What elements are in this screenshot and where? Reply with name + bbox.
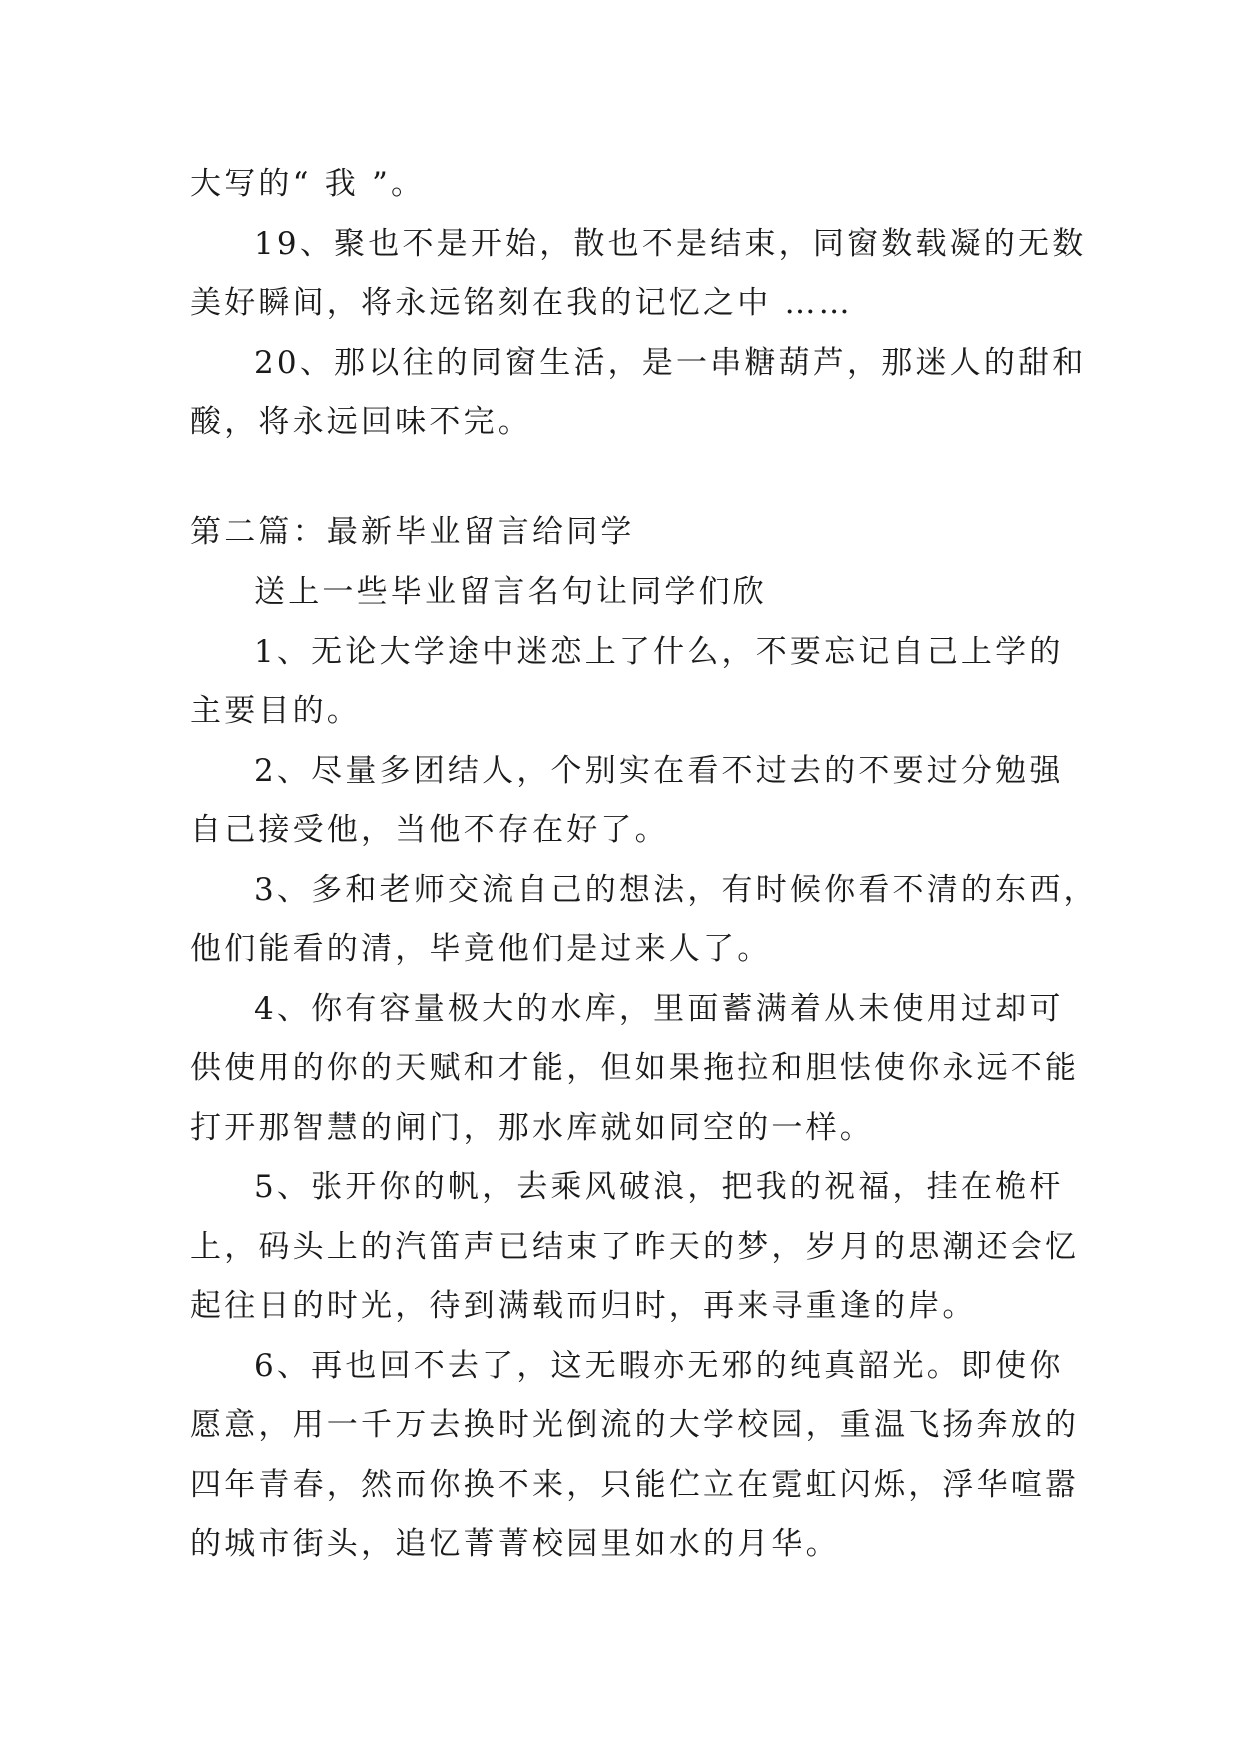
text-line: 主要目的。 bbox=[190, 693, 361, 729]
text-line: 上，码头上的汽笛声已结束了昨天的梦，岁月的思潮还会忆 bbox=[190, 1229, 1080, 1265]
list-item-2: 2、尽量多团结人，个别实在看不过去的不要过分勉强 bbox=[254, 753, 1064, 789]
list-item-3: 3、多和老师交流自己的想法，有时候你看不清的东西， bbox=[254, 872, 1098, 908]
list-item-4: 4、你有容量极大的水库，里面蓄满着从未使用过却可 bbox=[254, 991, 1064, 1027]
text-line: 四年青春，然而你换不来，只能伫立在霓虹闪烁，浮华喧嚣 bbox=[190, 1467, 1080, 1503]
text-line: 自己接受他，当他不存在好了。 bbox=[190, 812, 669, 848]
text-line: 大写的“ 我 ”。 bbox=[190, 166, 426, 202]
text-line: 美好瞬间，将永远铭刻在我的记忆之中 …… bbox=[190, 285, 853, 321]
list-item-19: 19、聚也不是开始，散也不是结束，同窗数载凝的无数 bbox=[254, 226, 1087, 262]
text-line: 起往日的时光，待到满载而归时，再来寻重逢的岸。 bbox=[190, 1288, 977, 1324]
section-heading: 第二篇：最新毕业留言给同学 bbox=[190, 514, 635, 550]
text-line: 愿意，用一千万去换时光倒流的大学校园，重温飞扬奔放的 bbox=[190, 1407, 1080, 1443]
list-item-20: 20、那以往的同窗生活，是一串糖葫芦，那迷人的甜和 bbox=[254, 345, 1087, 381]
list-item-1: 1、无论大学途中迷恋上了什么，不要忘记自己上学的 bbox=[254, 634, 1064, 670]
list-item-6: 6、再也回不去了，这无暇亦无邪的纯真韶光。即使你 bbox=[254, 1348, 1064, 1384]
text-line: 酸，将永远回味不完。 bbox=[190, 404, 532, 440]
text-line: 他们能看的清，毕竟他们是过来人了。 bbox=[190, 931, 772, 967]
text-line: 的城市街头，追忆菁菁校园里如水的月华。 bbox=[190, 1526, 840, 1562]
text-line: 打开那智慧的闸门，那水库就如同空的一样。 bbox=[190, 1110, 874, 1146]
text-line: 供使用的你的天赋和才能，但如果拖拉和胆怯使你永远不能 bbox=[190, 1050, 1080, 1086]
intro-line: 送上一些毕业留言名句让同学们欣 bbox=[254, 574, 767, 610]
list-item-5: 5、张开你的帆，去乘风破浪，把我的祝福，挂在桅杆 bbox=[254, 1169, 1064, 1205]
